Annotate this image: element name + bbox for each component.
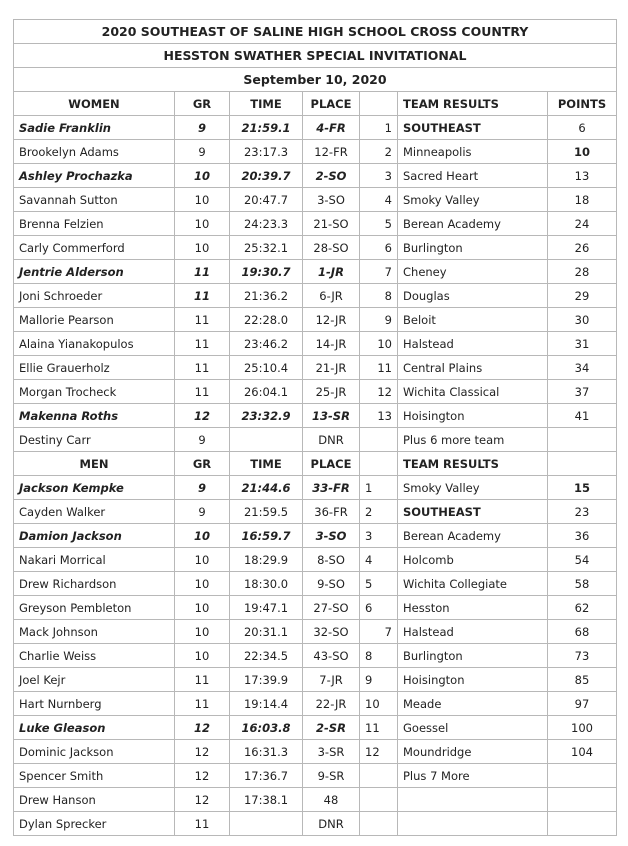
team-points: 41 xyxy=(548,404,617,428)
team-rank xyxy=(360,428,398,452)
team-name: Plus 6 more team xyxy=(398,428,548,452)
runner-name: Carly Commerford xyxy=(14,236,175,260)
runner-time: 18:29.9 xyxy=(230,548,303,572)
team-name xyxy=(398,812,548,836)
team-points: 100 xyxy=(548,716,617,740)
runner-grade: 11 xyxy=(175,380,230,404)
men-result-row xyxy=(14,644,617,668)
runner-time: 16:31.3 xyxy=(230,740,303,764)
runner-name: Destiny Carr xyxy=(14,428,175,452)
team-rank: 8 xyxy=(360,284,398,308)
women-result-row xyxy=(14,188,617,212)
men-result-row xyxy=(14,620,617,644)
runner-place: 25-JR xyxy=(303,380,360,404)
runner-name: Morgan Trocheck xyxy=(14,380,175,404)
women-result-row xyxy=(14,332,617,356)
runner-place: 48 xyxy=(303,788,360,812)
runner-name: Luke Gleason xyxy=(14,716,175,740)
women-header-time: TIME xyxy=(230,92,303,116)
runner-grade: 10 xyxy=(175,212,230,236)
women-result-row xyxy=(14,404,617,428)
runner-place: 3-SO xyxy=(303,188,360,212)
team-points: 31 xyxy=(548,332,617,356)
runner-place: 14-JR xyxy=(303,332,360,356)
runner-grade: 12 xyxy=(175,764,230,788)
runner-grade: 12 xyxy=(175,788,230,812)
women-result-row xyxy=(14,212,617,236)
runner-time: 19:47.1 xyxy=(230,596,303,620)
team-rank: 10 xyxy=(360,692,398,716)
runner-place: 43-SO xyxy=(303,644,360,668)
team-rank: 1 xyxy=(360,476,398,500)
team-points: 23 xyxy=(548,500,617,524)
men-header-place: PLACE xyxy=(303,452,360,476)
team-rank: 11 xyxy=(360,716,398,740)
runner-time xyxy=(230,428,303,452)
runner-grade: 11 xyxy=(175,284,230,308)
runner-time: 23:46.2 xyxy=(230,332,303,356)
runner-grade: 10 xyxy=(175,548,230,572)
team-rank: 1 xyxy=(360,116,398,140)
men-result-row xyxy=(14,692,617,716)
runner-time: 21:59.1 xyxy=(230,116,303,140)
runner-name: Nakari Morrical xyxy=(14,548,175,572)
team-name xyxy=(398,788,548,812)
runner-place: 1-JR xyxy=(303,260,360,284)
men-header-time: TIME xyxy=(230,452,303,476)
runner-name: Savannah Sutton xyxy=(14,188,175,212)
runner-place: 9-SR xyxy=(303,764,360,788)
runner-name: Sadie Franklin xyxy=(14,116,175,140)
women-result-row xyxy=(14,236,617,260)
runner-time: 26:04.1 xyxy=(230,380,303,404)
runner-name: Brookelyn Adams xyxy=(14,140,175,164)
team-name: Hoisington xyxy=(398,668,548,692)
runner-time: 17:39.9 xyxy=(230,668,303,692)
runner-place: 27-SO xyxy=(303,596,360,620)
women-header-grade: GR xyxy=(175,92,230,116)
runner-place: 13-SR xyxy=(303,404,360,428)
men-header-name: MEN xyxy=(14,452,175,476)
team-name: SOUTHEAST xyxy=(398,500,548,524)
runner-place: 3-SO xyxy=(303,524,360,548)
runner-place: 4-FR xyxy=(303,116,360,140)
men-header-points xyxy=(548,452,617,476)
team-rank xyxy=(360,788,398,812)
women-result-row xyxy=(14,284,617,308)
team-rank: 11 xyxy=(360,356,398,380)
women-header-name: WOMEN xyxy=(14,92,175,116)
runner-grade: 11 xyxy=(175,356,230,380)
runner-grade: 9 xyxy=(175,428,230,452)
women-header-row xyxy=(14,92,617,116)
team-points: 24 xyxy=(548,212,617,236)
team-rank: 7 xyxy=(360,260,398,284)
runner-time: 23:17.3 xyxy=(230,140,303,164)
runner-name: Drew Richardson xyxy=(14,572,175,596)
men-result-row xyxy=(14,764,617,788)
women-result-row xyxy=(14,116,617,140)
runner-name: Mallorie Pearson xyxy=(14,308,175,332)
meet-title: HESSTON SWATHER SPECIAL INVITATIONAL xyxy=(14,44,617,68)
runner-place: 8-SO xyxy=(303,548,360,572)
team-points: 62 xyxy=(548,596,617,620)
men-header-team: TEAM RESULTS xyxy=(398,452,548,476)
team-points xyxy=(548,812,617,836)
team-points: 68 xyxy=(548,620,617,644)
team-name: Douglas xyxy=(398,284,548,308)
men-result-row xyxy=(14,812,617,836)
runner-grade: 11 xyxy=(175,260,230,284)
team-points xyxy=(548,788,617,812)
team-rank: 2 xyxy=(360,500,398,524)
team-name: Cheney xyxy=(398,260,548,284)
team-name: Burlington xyxy=(398,644,548,668)
runner-name: Ellie Grauerholz xyxy=(14,356,175,380)
runner-time: 17:38.1 xyxy=(230,788,303,812)
runner-name: Hart Nurnberg xyxy=(14,692,175,716)
team-points: 54 xyxy=(548,548,617,572)
team-rank: 8 xyxy=(360,644,398,668)
team-points: 58 xyxy=(548,572,617,596)
runner-name: Charlie Weiss xyxy=(14,644,175,668)
women-header-team: TEAM RESULTS xyxy=(398,92,548,116)
men-result-row xyxy=(14,716,617,740)
team-name: Central Plains xyxy=(398,356,548,380)
runner-place: 21-JR xyxy=(303,356,360,380)
team-name: Moundridge xyxy=(398,740,548,764)
runner-place: 12-FR xyxy=(303,140,360,164)
runner-time: 20:39.7 xyxy=(230,164,303,188)
women-result-row xyxy=(14,140,617,164)
runner-time: 22:28.0 xyxy=(230,308,303,332)
team-name: Holcomb xyxy=(398,548,548,572)
men-result-row xyxy=(14,476,617,500)
team-rank: 3 xyxy=(360,524,398,548)
team-rank: 4 xyxy=(360,548,398,572)
runner-place: 3-SR xyxy=(303,740,360,764)
runner-grade: 10 xyxy=(175,620,230,644)
team-points: 6 xyxy=(548,116,617,140)
team-points: 37 xyxy=(548,380,617,404)
runner-time: 25:10.4 xyxy=(230,356,303,380)
team-rank: 3 xyxy=(360,164,398,188)
runner-name: Brenna Felzien xyxy=(14,212,175,236)
runner-place: 2-SO xyxy=(303,164,360,188)
team-rank: 6 xyxy=(360,596,398,620)
women-header-points: POINTS xyxy=(548,92,617,116)
runner-name: Makenna Roths xyxy=(14,404,175,428)
runner-time: 20:31.1 xyxy=(230,620,303,644)
runner-time: 24:23.3 xyxy=(230,212,303,236)
runner-grade: 11 xyxy=(175,692,230,716)
team-rank: 12 xyxy=(360,740,398,764)
runner-name: Dylan Sprecker xyxy=(14,812,175,836)
runner-grade: 10 xyxy=(175,596,230,620)
team-name: Burlington xyxy=(398,236,548,260)
runner-grade: 10 xyxy=(175,572,230,596)
men-result-row xyxy=(14,500,617,524)
runner-grade: 10 xyxy=(175,164,230,188)
women-result-row xyxy=(14,428,617,452)
team-name: Meade xyxy=(398,692,548,716)
runner-name: Jackson Kempke xyxy=(14,476,175,500)
team-points: 26 xyxy=(548,236,617,260)
team-rank: 7 xyxy=(360,620,398,644)
runner-time: 18:30.0 xyxy=(230,572,303,596)
runner-place: 28-SO xyxy=(303,236,360,260)
runner-grade: 10 xyxy=(175,524,230,548)
women-result-row xyxy=(14,356,617,380)
team-points: 13 xyxy=(548,164,617,188)
runner-name: Cayden Walker xyxy=(14,500,175,524)
team-points: 97 xyxy=(548,692,617,716)
team-points: 85 xyxy=(548,668,617,692)
runner-grade: 9 xyxy=(175,500,230,524)
runner-place: 36-FR xyxy=(303,500,360,524)
runner-grade: 9 xyxy=(175,140,230,164)
men-header-grade: GR xyxy=(175,452,230,476)
runner-time: 16:03.8 xyxy=(230,716,303,740)
team-rank: 12 xyxy=(360,380,398,404)
team-name: Sacred Heart xyxy=(398,164,548,188)
team-points: 34 xyxy=(548,356,617,380)
results-sheet xyxy=(13,19,616,836)
team-points: 18 xyxy=(548,188,617,212)
runner-time: 25:32.1 xyxy=(230,236,303,260)
team-points: 104 xyxy=(548,740,617,764)
runner-place: 6-JR xyxy=(303,284,360,308)
runner-grade: 10 xyxy=(175,644,230,668)
runner-grade: 10 xyxy=(175,236,230,260)
runner-time: 21:44.6 xyxy=(230,476,303,500)
team-name: Hesston xyxy=(398,596,548,620)
team-rank: 4 xyxy=(360,188,398,212)
runner-time: 19:14.4 xyxy=(230,692,303,716)
team-points xyxy=(548,764,617,788)
women-result-row xyxy=(14,308,617,332)
women-result-row xyxy=(14,164,617,188)
team-rank: 5 xyxy=(360,212,398,236)
runner-grade: 12 xyxy=(175,716,230,740)
team-points: 15 xyxy=(548,476,617,500)
runner-time: 22:34.5 xyxy=(230,644,303,668)
runner-name: Dominic Jackson xyxy=(14,740,175,764)
runner-place: DNR xyxy=(303,812,360,836)
team-name: Halstead xyxy=(398,332,548,356)
men-result-row xyxy=(14,668,617,692)
team-rank: 9 xyxy=(360,308,398,332)
team-points: 10 xyxy=(548,140,617,164)
runner-grade: 11 xyxy=(175,812,230,836)
runner-name: Alaina Yianakopulos xyxy=(14,332,175,356)
team-name: Berean Academy xyxy=(398,212,548,236)
runner-name: Greyson Pembleton xyxy=(14,596,175,620)
runner-name: Ashley Prochazka xyxy=(14,164,175,188)
men-result-row xyxy=(14,524,617,548)
runner-time: 21:59.5 xyxy=(230,500,303,524)
school-title: 2020 SOUTHEAST OF SALINE HIGH SCHOOL CROSS COUNTRY xyxy=(14,20,617,44)
team-rank: 13 xyxy=(360,404,398,428)
runner-name: Damion Jackson xyxy=(14,524,175,548)
runner-place: 12-JR xyxy=(303,308,360,332)
team-name: Smoky Valley xyxy=(398,188,548,212)
runner-time: 23:32.9 xyxy=(230,404,303,428)
runner-place: 32-SO xyxy=(303,620,360,644)
team-name: Hoisington xyxy=(398,404,548,428)
team-rank xyxy=(360,812,398,836)
team-name: Wichita Classical xyxy=(398,380,548,404)
women-header-place: PLACE xyxy=(303,92,360,116)
team-points: 36 xyxy=(548,524,617,548)
men-header-row xyxy=(14,452,617,476)
team-points: 30 xyxy=(548,308,617,332)
team-name: Goessel xyxy=(398,716,548,740)
runner-place: 7-JR xyxy=(303,668,360,692)
team-points xyxy=(548,428,617,452)
runner-name: Jentrie Alderson xyxy=(14,260,175,284)
runner-grade: 12 xyxy=(175,740,230,764)
runner-time: 16:59.7 xyxy=(230,524,303,548)
runner-name: Mack Johnson xyxy=(14,620,175,644)
team-points: 73 xyxy=(548,644,617,668)
runner-place: 9-SO xyxy=(303,572,360,596)
men-result-row xyxy=(14,596,617,620)
runner-place: 2-SR xyxy=(303,716,360,740)
runner-place: DNR xyxy=(303,428,360,452)
runner-place: 22-JR xyxy=(303,692,360,716)
runner-name: Joni Schroeder xyxy=(14,284,175,308)
men-result-row xyxy=(14,740,617,764)
runner-grade: 12 xyxy=(175,404,230,428)
men-header-rank xyxy=(360,452,398,476)
team-rank: 9 xyxy=(360,668,398,692)
team-rank: 10 xyxy=(360,332,398,356)
team-rank: 2 xyxy=(360,140,398,164)
team-name: Halstead xyxy=(398,620,548,644)
team-name: Smoky Valley xyxy=(398,476,548,500)
runner-grade: 11 xyxy=(175,332,230,356)
team-name: Plus 7 More xyxy=(398,764,548,788)
runner-grade: 10 xyxy=(175,188,230,212)
team-rank: 6 xyxy=(360,236,398,260)
team-points: 29 xyxy=(548,284,617,308)
men-result-row xyxy=(14,572,617,596)
runner-grade: 9 xyxy=(175,476,230,500)
runner-time: 17:36.7 xyxy=(230,764,303,788)
women-header-rank xyxy=(360,92,398,116)
runner-time: 21:36.2 xyxy=(230,284,303,308)
meet-date: September 10, 2020 xyxy=(14,68,617,92)
team-name: Berean Academy xyxy=(398,524,548,548)
results-table xyxy=(13,19,617,836)
runner-time xyxy=(230,812,303,836)
team-rank xyxy=(360,764,398,788)
runner-grade: 11 xyxy=(175,668,230,692)
runner-time: 19:30.7 xyxy=(230,260,303,284)
team-points: 28 xyxy=(548,260,617,284)
team-rank: 5 xyxy=(360,572,398,596)
runner-place: 33-FR xyxy=(303,476,360,500)
runner-name: Spencer Smith xyxy=(14,764,175,788)
runner-time: 20:47.7 xyxy=(230,188,303,212)
team-name: SOUTHEAST xyxy=(398,116,548,140)
runner-grade: 9 xyxy=(175,116,230,140)
team-name: Minneapolis xyxy=(398,140,548,164)
team-name: Wichita Collegiate xyxy=(398,572,548,596)
team-name: Beloit xyxy=(398,308,548,332)
women-result-row xyxy=(14,380,617,404)
runner-name: Drew Hanson xyxy=(14,788,175,812)
runner-place: 21-SO xyxy=(303,212,360,236)
men-result-row xyxy=(14,548,617,572)
men-result-row xyxy=(14,788,617,812)
runner-grade: 11 xyxy=(175,308,230,332)
runner-name: Joel Kejr xyxy=(14,668,175,692)
women-result-row xyxy=(14,260,617,284)
